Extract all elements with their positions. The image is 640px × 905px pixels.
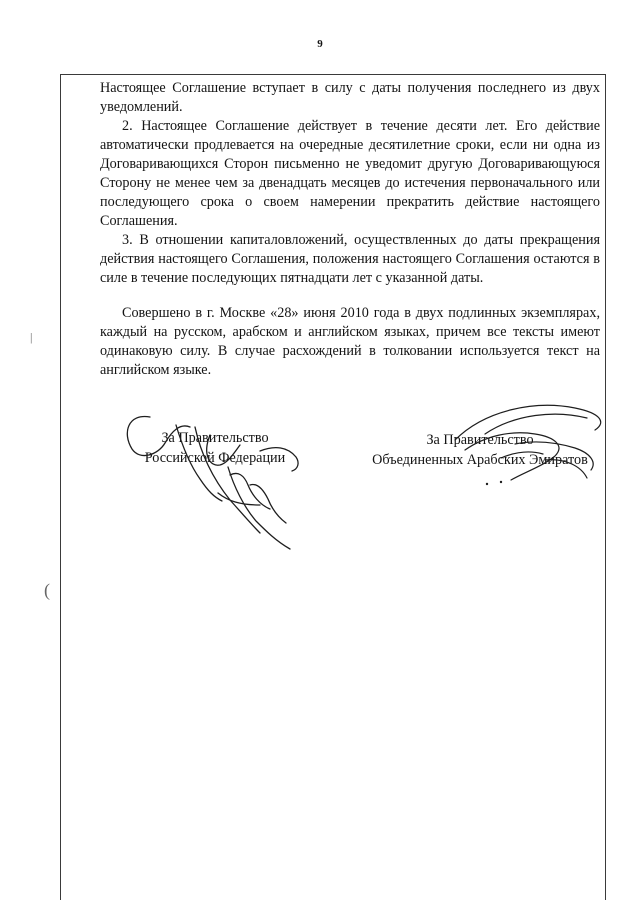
closing-text — [100, 304, 600, 380]
signature-uae-line1: За Правительство — [426, 432, 534, 448]
signature-block-uae — [350, 430, 610, 470]
continuation-paragraph: Настоящее Соглашение вступает в силу с даты получения последнего из двух уведомлений. — [100, 80, 600, 115]
signature-russia-line2: Российской Федерации — [144, 450, 286, 466]
signature-russia-line1: За Правительство — [161, 430, 269, 446]
page-number: 9 — [317, 38, 323, 50]
closing-paragraph: Совершено в г. Москве «28» июня 2010 года в двух подлинных экземплярах, каждый на русском, арабском и английском языках, причем все тексты имеют одинаковую силу. В случае расхождений в толковании используется текст на английском языке. — [100, 305, 600, 378]
paragraph-3: 3. В отношении капиталовложений, осуществленных до даты прекращения действия настоящего Соглашения, положения настоящего Соглашения остаются в силе в течение последующих пятнадцати лет с указанной даты. — [100, 232, 600, 286]
paragraph-2: 2. Настоящее Соглашение действует в течение десяти лет. Его действие автоматически продлевается на очередные десятилетние сроки, если ни одна из Договаривающихся Сторон письменно не уведомит другую Договаривающуюся Сторону не менее чем за двенадцать месяцев до истечения первоначального или последующего срока о своем намерении прекратить действие настоящего Соглашения. — [100, 118, 600, 229]
frame-top-border — [60, 74, 605, 75]
agreement-text — [100, 79, 600, 288]
frame-left-border — [60, 74, 61, 900]
signature-uae-line2: Объединенных Арабских Эмиратов — [372, 452, 588, 468]
margin-mark-lower: ( — [44, 580, 50, 600]
margin-mark-upper: | — [30, 330, 33, 344]
frame-right-border — [605, 74, 606, 900]
signature-block-russia — [125, 428, 305, 468]
